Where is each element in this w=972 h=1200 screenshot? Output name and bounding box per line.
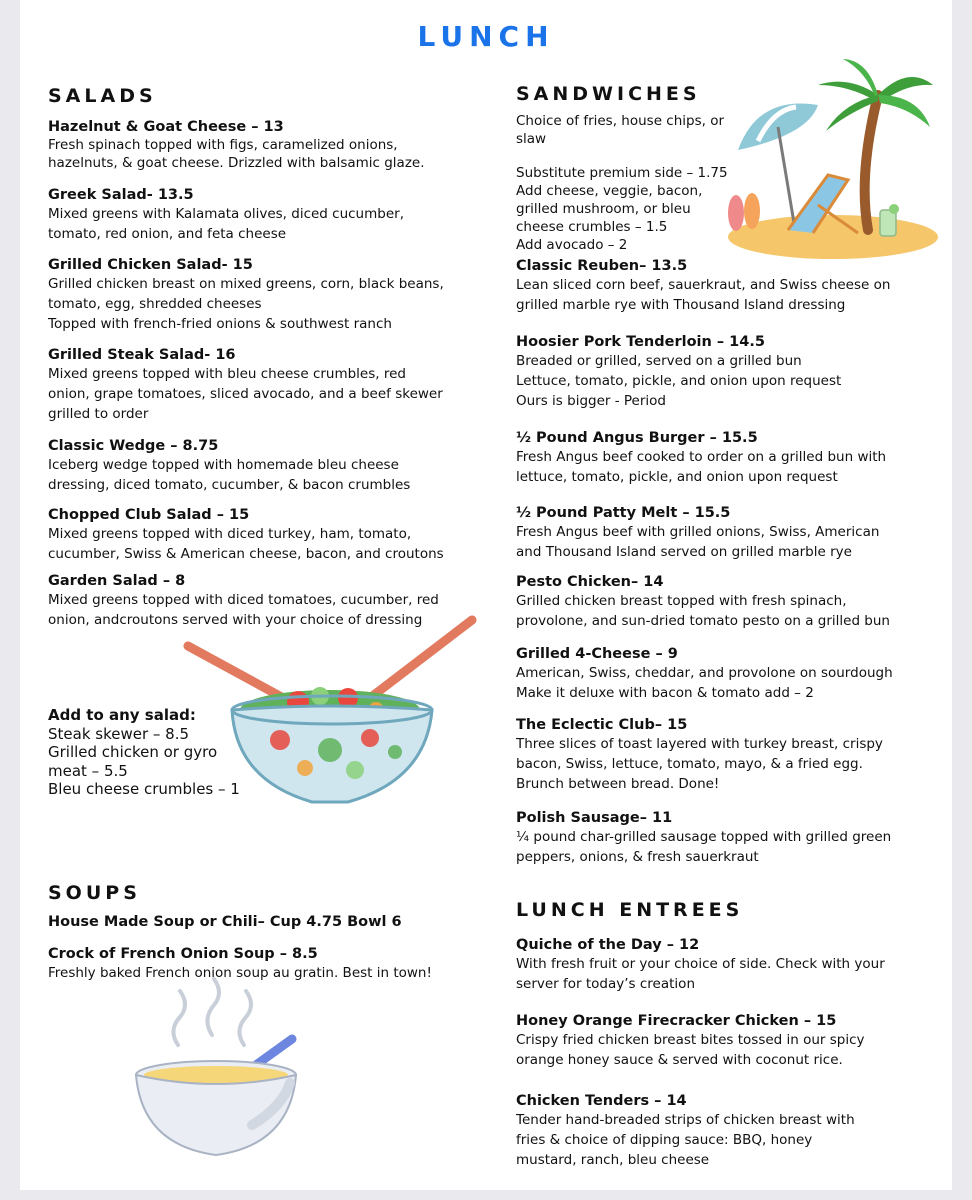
item-name: ½ Pound Patty Melt – 15.5 — [516, 505, 731, 521]
item-name: Grilled 4-Cheese – 9 — [516, 646, 678, 662]
item-description: Mixed greens topped with bleu cheese crumbles, red onion, grape tomatoes, sliced avocado, and a beef skewer grilled to order — [48, 366, 443, 422]
item-description: Grilled chicken breast topped with fresh spinach, provolone, and sun-dried tomato pesto on a grilled bun — [516, 593, 890, 629]
item-name: Classic Wedge – 8.75 — [48, 438, 219, 454]
addon-item: Bleu cheese crumbles – 1 — [48, 780, 240, 798]
soup-bowl-icon — [132, 975, 312, 1165]
item-description: Grilled chicken breast on mixed greens, corn, black beans, tomato, egg, shredded cheeses Topped with french-fried onions & southwest ranch — [48, 276, 444, 332]
sandwich-item — [516, 809, 936, 867]
addon-item: meat – 5.5 — [48, 761, 128, 780]
item-description: Iceberg wedge topped with homemade bleu cheese dressing, diced tomato, cucumber, & bacon crumbles — [48, 457, 411, 493]
item-name: Hazelnut & Goat Cheese – 13 — [48, 119, 284, 135]
sandwich-item — [516, 504, 936, 562]
salad-bowl-icon — [180, 610, 480, 810]
item-name: House Made Soup or Chili– Cup 4.75 Bowl 6 — [48, 914, 402, 930]
item-name: Classic Reuben– 13.5 — [516, 258, 688, 274]
entrees-heading: LUNCH ENTREES — [516, 899, 744, 921]
item-description: Mixed greens topped with diced turkey, ham, tomato, cucumber, Swiss & American cheese, bacon, and croutons — [48, 526, 444, 562]
item-name: ½ Pound Angus Burger – 15.5 — [516, 430, 758, 446]
sandwich-item — [516, 333, 936, 411]
item-name: Pesto Chicken– 14 — [516, 574, 664, 590]
sandwich-sides: Substitute premium side – 1.75 Add cheese, veggie, bacon, grilled mushroom, or bleu cheese crumbles – 1.5 Add avocado – 2 — [516, 165, 728, 253]
item-description: Fresh Angus beef with grilled onions, Swiss, American and Thousand Island served on grilled marble rye — [516, 524, 880, 560]
item-description: Mixed greens topped with diced tomatoes, cucumber, red onion, andcroutons served with your choice of dressing — [48, 592, 439, 628]
sandwich-item — [516, 573, 936, 631]
addon-item: Steak skewer – 8.5 — [48, 724, 190, 743]
item-description: Lean sliced corn beef, sauerkraut, and Swiss cheese on grilled marble rye with Thousand Island dressing — [516, 277, 891, 313]
entree-item — [516, 1012, 936, 1070]
item-description: ¼ pound char-grilled sausage topped with grilled green peppers, onions, & fresh sauerkraut — [516, 829, 892, 865]
item-name: Garden Salad – 8 — [48, 573, 186, 589]
salad-item — [48, 437, 478, 495]
item-name: Quiche of the Day – 12 — [516, 937, 700, 953]
item-name: Grilled Chicken Salad- 15 — [48, 257, 253, 273]
sandwich-item — [516, 429, 936, 487]
item-name: Crock of French Onion Soup – 8.5 — [48, 946, 318, 962]
page-title: LUNCH — [417, 20, 555, 53]
item-description: Crispy fried chicken breast bites tossed in our spicy orange honey sauce & served with coconut rice. — [516, 1032, 865, 1068]
item-description: With fresh fruit or your choice of side. Check with your server for today’s creation — [516, 956, 885, 992]
item-name: The Eclectic Club– 15 — [516, 717, 688, 733]
sandwich-item — [516, 716, 936, 794]
item-name: Chicken Tenders – 14 — [516, 1093, 687, 1109]
salads-heading: SALADS — [48, 85, 157, 107]
sandwich-item — [516, 257, 936, 315]
salad-item — [48, 186, 478, 244]
item-name: Honey Orange Firecracker Chicken – 15 — [516, 1013, 837, 1029]
salad-item — [48, 506, 478, 564]
item-description: Freshly baked French onion soup au gratin. Best in town! — [48, 965, 432, 981]
item-description: Three slices of toast layered with turkey breast, crispy bacon, Swiss, lettuce, tomato, mayo, & a fried egg. Brunch between bread. Done! — [516, 736, 883, 792]
item-description: American, Swiss, cheddar, and provolone on sourdough Make it deluxe with bacon & tomato add – 2 — [516, 665, 893, 701]
item-name: Chopped Club Salad – 15 — [48, 507, 250, 523]
salad-item — [48, 118, 478, 172]
soups-heading: SOUPS — [48, 882, 141, 904]
entree-item — [516, 1092, 936, 1170]
sandwich-item — [516, 645, 936, 703]
addons-heading: Add to any salad: — [48, 706, 196, 724]
beach-umbrella-icon — [718, 55, 938, 265]
item-description: Breaded or grilled, served on a grilled bun Lettuce, tomato, pickle, and onion upon request Ours is bigger - Period — [516, 353, 842, 409]
sandwiches-heading: SANDWICHES — [516, 83, 701, 105]
item-name: Polish Sausage– 11 — [516, 810, 673, 826]
item-description: Tender hand-breaded strips of chicken breast with fries & choice of dipping sauce: BBQ, honey mustard, ranch, bleu cheese — [516, 1112, 855, 1168]
item-name: Hoosier Pork Tenderloin – 14.5 — [516, 334, 765, 350]
item-name: Greek Salad- 13.5 — [48, 187, 194, 203]
item-description: Fresh spinach topped with figs, caramelized onions, hazelnuts, & goat cheese. Drizzled with balsamic glaze. — [48, 137, 425, 171]
salad-item — [48, 346, 478, 424]
item-description: Fresh Angus beef cooked to order on a grilled bun with lettuce, tomato, pickle, and onion upon request — [516, 449, 887, 485]
salad-item — [48, 256, 478, 334]
addon-item: Grilled chicken or gyro — [48, 743, 218, 761]
item-name: Grilled Steak Salad- 16 — [48, 347, 236, 363]
soup-item — [48, 913, 478, 931]
sandwich-intro: Choice of fries, house chips, or slaw — [516, 113, 725, 147]
item-description: Mixed greens with Kalamata olives, diced cucumber, tomato, red onion, and feta cheese — [48, 206, 404, 242]
entree-item — [516, 936, 936, 994]
